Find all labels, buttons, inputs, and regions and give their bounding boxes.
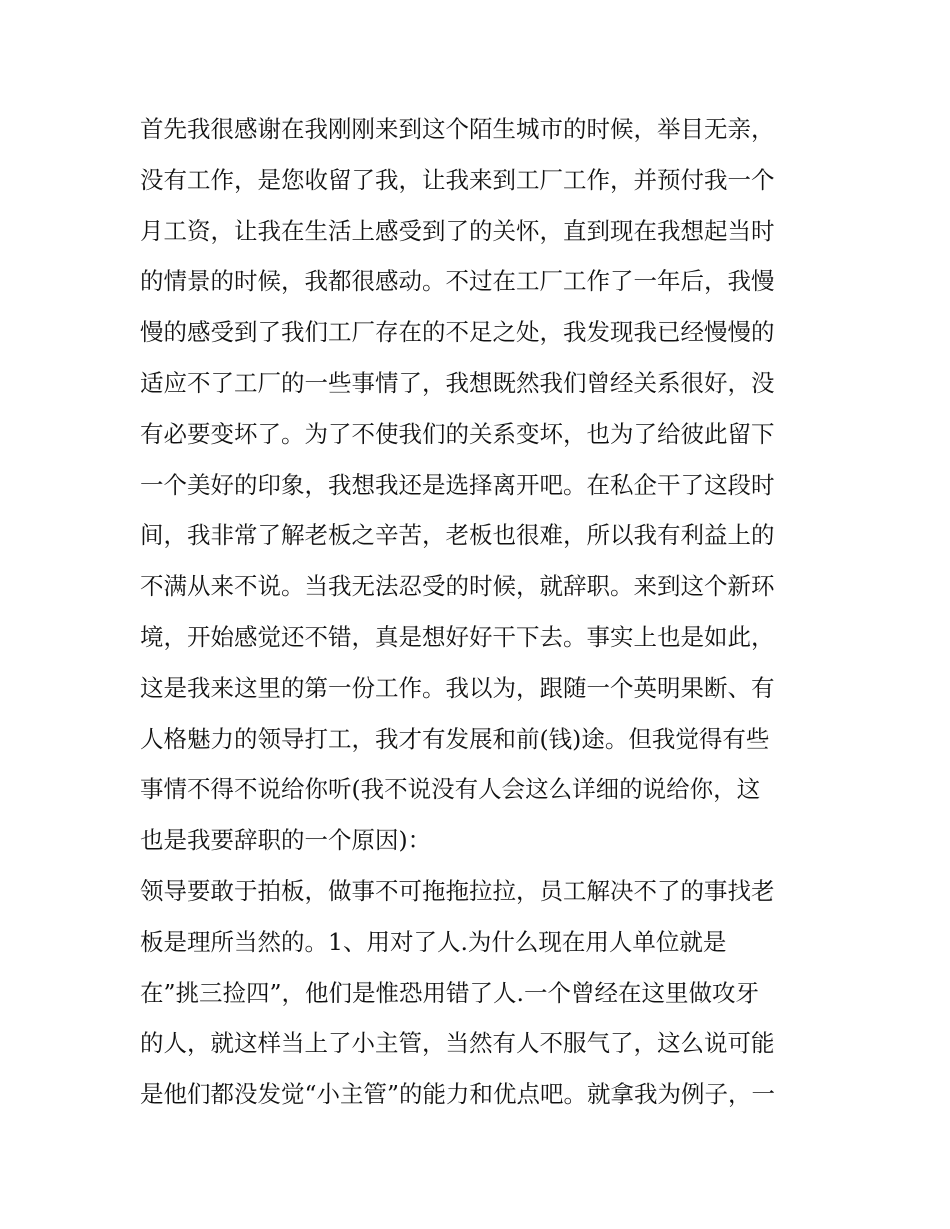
- document-body: [140, 104, 820, 1120]
- text-line-6: 适应不了工厂的一些事情了，我想既然我们曾经关系很好，没: [140, 368, 775, 397]
- text-line-19: 的人，就这样当上了小主管，当然有人不服气了，这么说可能: [140, 1029, 775, 1058]
- text-line-7: 有必要变坏了。为了不使我们的关系变坏，也为了给彼此留下: [140, 419, 775, 448]
- text-line-16: 领导要敢于拍板，做事不可拖拖拉拉，员工解决不了的事找老: [140, 876, 775, 905]
- text-line-17: 板是理所当然的。1、用对了人.为什么现在用人单位就是: [140, 927, 727, 956]
- text-line-4: 的情景的时候，我都很感动。不过在工厂工作了一年后，我慢: [140, 267, 775, 296]
- text-line-9: 间，我非常了解老板之辛苦，老板也很难，所以我有利益上的: [140, 521, 775, 550]
- text-line-2: 没有工作，是您收留了我，让我来到工厂工作，并预付我一个: [140, 165, 775, 194]
- text-line-8: 一个美好的印象，我想我还是选择离开吧。在私企干了这段时: [140, 470, 775, 499]
- text-line-5: 慢的感受到了我们工厂存在的不足之处，我发现我已经慢慢的: [140, 318, 775, 347]
- text-line-1: 首先我很感谢在我刚刚来到这个陌生城市的时候，举目无亲，: [140, 115, 775, 143]
- text-line-3: 月工资，让我在生活上感受到了的关怀，直到现在我想起当时: [140, 216, 775, 245]
- text-line-14: 事情不得不说给你听(我不说没有人会这么详细的说给你，这: [140, 775, 761, 804]
- text-line-10: 不满从来不说。当我无法忍受的时候，就辞职。来到这个新环: [140, 572, 775, 601]
- text-line-12: 这是我来这里的第一份工作。我以为，跟随一个英明果断、有: [140, 673, 775, 702]
- text-line-18: 在”挑三捡四”，他们是惟恐用错了人.一个曾经在这里做攻牙: [140, 978, 759, 1007]
- text-line-15: 也是我要辞职的一个原因)：: [140, 826, 432, 855]
- text-line-11: 境，开始感觉还不错，真是想好好干下去。事实上也是如此，: [140, 622, 775, 651]
- text-line-13: 人格魅力的领导打工，我才有发展和前(钱)途。但我觉得有些: [140, 724, 770, 753]
- text-line-20: 是他们都没发觉“小主管”的能力和优点吧。就拿我为例子，一: [140, 1080, 776, 1109]
